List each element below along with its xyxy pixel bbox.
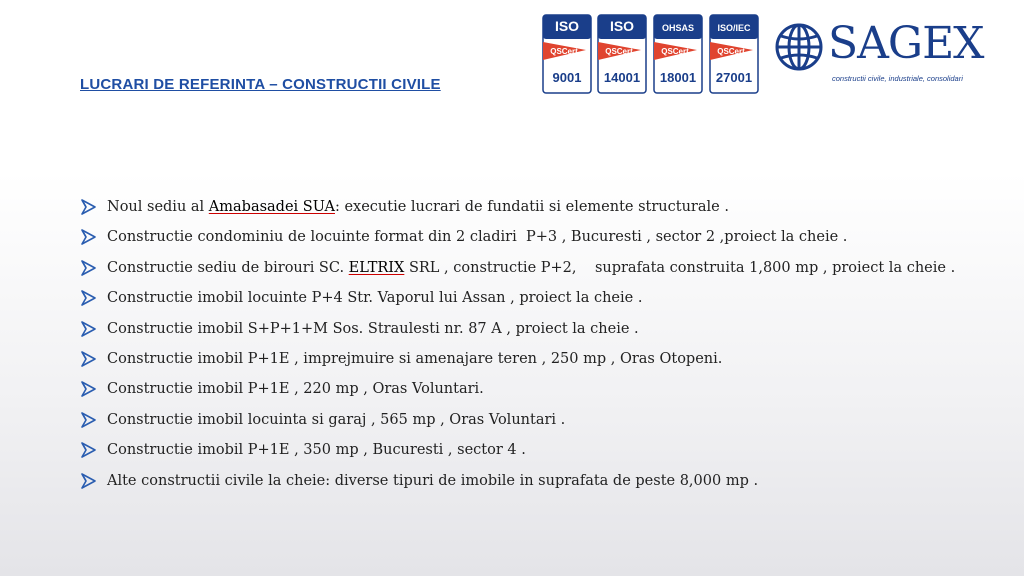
item-text-pre: Constructie imobil P+1E , imprejmuire si amenajare teren , 250 mp , Oras Otopeni. xyxy=(107,350,723,367)
arrow-bullet-icon xyxy=(80,381,96,397)
arrow-bullet-icon xyxy=(80,351,96,367)
item-text-pre: Constructie imobil P+1E , 220 mp , Oras Voluntari. xyxy=(107,381,484,398)
list-item xyxy=(78,405,955,435)
list-item xyxy=(78,466,955,496)
item-text-pre: Constructie imobil P+1E , 350 mp , Bucuresti , sector 4 . xyxy=(107,442,526,459)
list-item xyxy=(78,253,955,283)
item-text-post: SRL , constructie P+2, suprafata construita 1,800 mp , proiect la cheie . xyxy=(404,259,956,276)
arrow-bullet-icon xyxy=(80,260,96,276)
cert-number: 27001 xyxy=(715,70,753,85)
item-text-pre: Noul sediu al xyxy=(107,199,209,215)
arrow-bullet-icon xyxy=(80,473,96,489)
cert-number: 14001 xyxy=(603,70,641,85)
cert-badge-9001 xyxy=(542,14,592,94)
list-item xyxy=(78,344,955,374)
list-item xyxy=(78,314,955,344)
cert-top-label: ISO xyxy=(609,18,635,34)
arrow-bullet-icon xyxy=(80,199,96,215)
arrow-bullet-icon xyxy=(80,442,96,458)
cert-top-label: ISO xyxy=(554,18,580,34)
item-text-pre: Constructie imobil locuinta si garaj , 565 mp , Oras Voluntari . xyxy=(107,411,566,428)
item-text-pre: Constructie condominiu de locuinte format din 2 cladiri P+3 , Bucuresti , sector 2 ,proiect la cheie . xyxy=(107,229,848,246)
reference-list xyxy=(78,192,955,496)
cert-badge-27001 xyxy=(709,14,759,94)
cert-brand-label: QSCert xyxy=(717,47,745,56)
cert-brand-label: QSCert xyxy=(661,47,689,56)
cert-number: 18001 xyxy=(659,70,697,85)
list-item xyxy=(78,222,955,252)
cert-number: 9001 xyxy=(552,70,582,85)
item-text-post: : executie lucrari de fundatii si elemente structurale . xyxy=(334,199,729,215)
cert-brand-label: QSCert xyxy=(605,47,633,56)
arrow-bullet-icon xyxy=(80,290,96,306)
cert-badge-18001 xyxy=(653,14,703,94)
cert-top-label: ISO/IEC xyxy=(717,23,751,33)
item-text-pre: Alte constructii civile la cheie: diverse tipuri de imobile in suprafata de peste 8,000 mp . xyxy=(107,472,759,489)
cert-brand-label: QSCert xyxy=(550,47,578,56)
list-item xyxy=(78,283,955,313)
sagex-logo xyxy=(772,16,982,92)
list-item xyxy=(78,192,955,222)
company-tagline: constructii civile, industriale, consolidari xyxy=(832,74,963,83)
list-item xyxy=(78,374,955,404)
globe-icon xyxy=(772,20,826,74)
company-name: SAGEX xyxy=(828,18,984,69)
cert-badge-14001 xyxy=(597,14,647,94)
list-item xyxy=(78,435,955,465)
item-text-highlight: ELTRIX xyxy=(348,259,405,276)
arrow-bullet-icon xyxy=(80,229,96,245)
item-text-pre: Constructie imobil S+P+1+M Sos. Straulesti nr. 87 A , proiect la cheie . xyxy=(107,320,639,337)
arrow-bullet-icon xyxy=(80,412,96,428)
item-text-highlight: Amabasadei SUA xyxy=(208,199,335,215)
item-text-pre: Constructie sediu de birouri SC. xyxy=(107,259,349,276)
arrow-bullet-icon xyxy=(80,321,96,337)
item-text-pre: Constructie imobil locuinte P+4 Str. Vaporul lui Assan , proiect la cheie . xyxy=(107,290,643,307)
cert-top-label: OHSAS xyxy=(661,23,695,33)
page-title: LUCRARI DE REFERINTA – CONSTRUCTII CIVILE xyxy=(80,76,441,93)
